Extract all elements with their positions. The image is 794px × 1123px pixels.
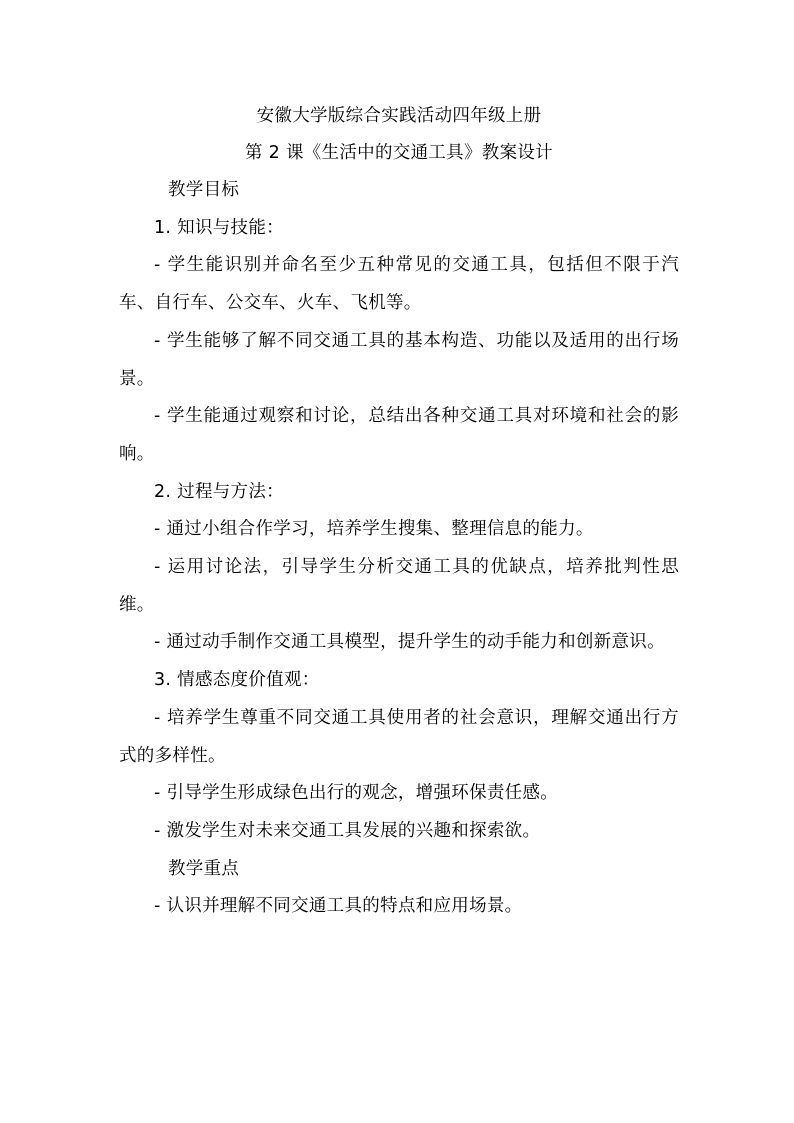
subsection-values: 3. 情感态度价值观： — [154, 670, 320, 691]
paragraph: - 激发学生对未来交通工具发展的兴趣和探索欲。 — [154, 820, 541, 841]
subsection-process-methods: 2. 过程与方法： — [154, 481, 284, 502]
paragraph: - 培养学生尊重不同交通工具使用者的社会意识，理解交通出行方式的多样性。 — [119, 707, 679, 766]
paragraph: - 学生能够了解不同交通工具的基本构造、功能以及适用的出行场景。 — [119, 330, 679, 389]
paragraph: - 通过小组合作学习，培养学生搜集、整理信息的能力。 — [154, 519, 594, 540]
subsection-knowledge-skills: 1. 知识与技能： — [154, 217, 284, 238]
paragraph: - 学生能识别并命名至少五种常见的交通工具，包括但不限于汽车、自行车、公交车、火车、飞机等。 — [119, 255, 679, 314]
paragraph: - 运用讨论法，引导学生分析交通工具的优缺点，培养批判性思维。 — [119, 557, 679, 615]
paragraph: - 引导学生形成绿色出行的观念，增强环保责任感。 — [154, 783, 559, 804]
document-subtitle: 第 2 课《生活中的交通工具》教案设计 — [245, 143, 553, 163]
document-title: 安徽大学版综合实践活动四年级上册 — [256, 106, 542, 126]
section-heading-objectives: 教学目标 — [168, 180, 240, 200]
section-heading-key-points: 教学重点 — [168, 858, 240, 879]
paragraph: - 认识并理解不同交通工具的特点和应用场景。 — [154, 896, 523, 917]
document-body — [119, 98, 679, 926]
paragraph: - 通过动手制作交通工具模型，提升学生的动手能力和创新意识。 — [154, 632, 665, 653]
paragraph: - 学生能通过观察和讨论，总结出各种交通工具对环境和社会的影响。 — [119, 406, 679, 464]
